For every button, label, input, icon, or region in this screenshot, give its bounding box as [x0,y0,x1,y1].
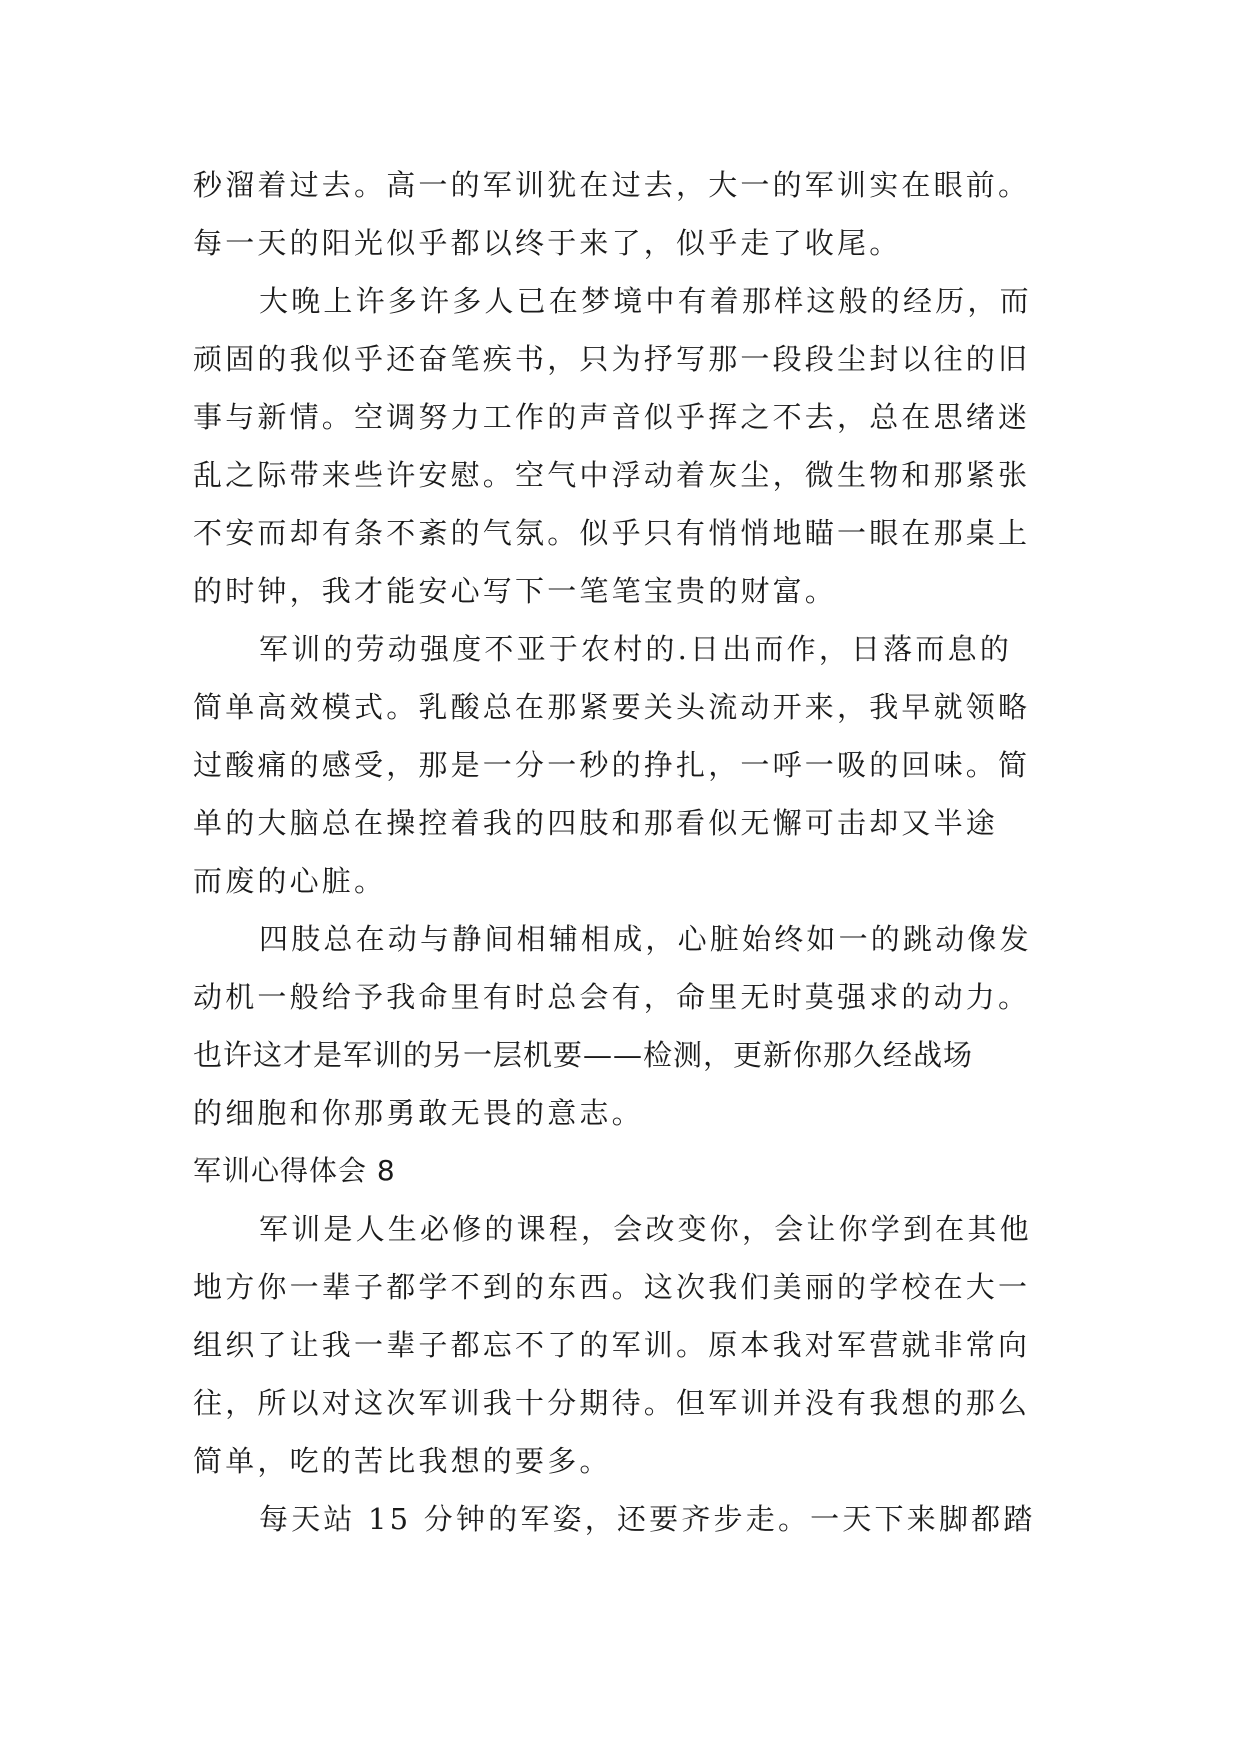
text-line: 军训是人生必修的课程，会改变你，会让你学到在其他 [259,1212,1032,1246]
text-line: 每天站 15 分钟的军姿，还要齐步走。一天下来脚都踏 [259,1502,1036,1536]
text-line: 单的大脑总在操控着我的四肢和那看似无懈可击却又半途 [193,806,999,840]
text-line: 秒溜着过去。高一的军训犹在过去，大一的军训实在眼前。 [193,168,1031,202]
text-line: 军训的劳动强度不亚于农村的.日出而作，日落而息的 [259,632,1013,666]
text-line: 也许这才是军训的另一层机要——检测，更新你那久经战场 [193,1038,974,1072]
text-line: 的细胞和你那勇敢无畏的意志。 [193,1096,644,1130]
text-line: 地方你一辈子都学不到的东西。这次我们美丽的学校在大一 [193,1270,1031,1304]
text-line: 过酸痛的感受，那是一分一秒的挣扎，一呼一吸的回味。简 [193,748,1031,782]
section-heading: 军训心得体会 8 [193,1154,396,1187]
text-line: 四肢总在动与静间相辅相成，心脏始终如一的跳动像发 [259,922,1032,956]
text-line: 动机一般给予我命里有时总会有，命里无时莫强求的动力。 [193,980,1031,1014]
text-line: 不安而却有条不紊的气氛。似乎只有悄悄地瞄一眼在那桌上 [193,516,1031,550]
text-line: 顽固的我似乎还奋笔疾书，只为抒写那一段段尘封以往的旧 [193,342,1031,376]
text-line: 组织了让我一辈子都忘不了的军训。原本我对军营就非常向 [193,1328,1031,1362]
text-line: 简单高效模式。乳酸总在那紧要关头流动开来，我早就领略 [193,690,1031,724]
document-page [193,156,1063,1548]
text-line: 而废的心脏。 [193,864,387,898]
text-line: 的时钟，我才能安心写下一笔笔宝贵的财富。 [193,574,838,608]
text-line: 大晚上许多许多人已在梦境中有着那样这般的经历，而 [259,284,1032,318]
text-line: 简单，吃的苦比我想的要多。 [193,1444,612,1478]
text-line: 事与新情。空调努力工作的声音似乎挥之不去，总在思绪迷 [193,400,1031,434]
text-line: 每一天的阳光似乎都以终于来了，似乎走了收尾。 [193,226,902,260]
text-line: 往，所以对这次军训我十分期待。但军训并没有我想的那么 [193,1386,1031,1420]
text-line: 乱之际带来些许安慰。空气中浮动着灰尘，微生物和那紧张 [193,458,1031,492]
